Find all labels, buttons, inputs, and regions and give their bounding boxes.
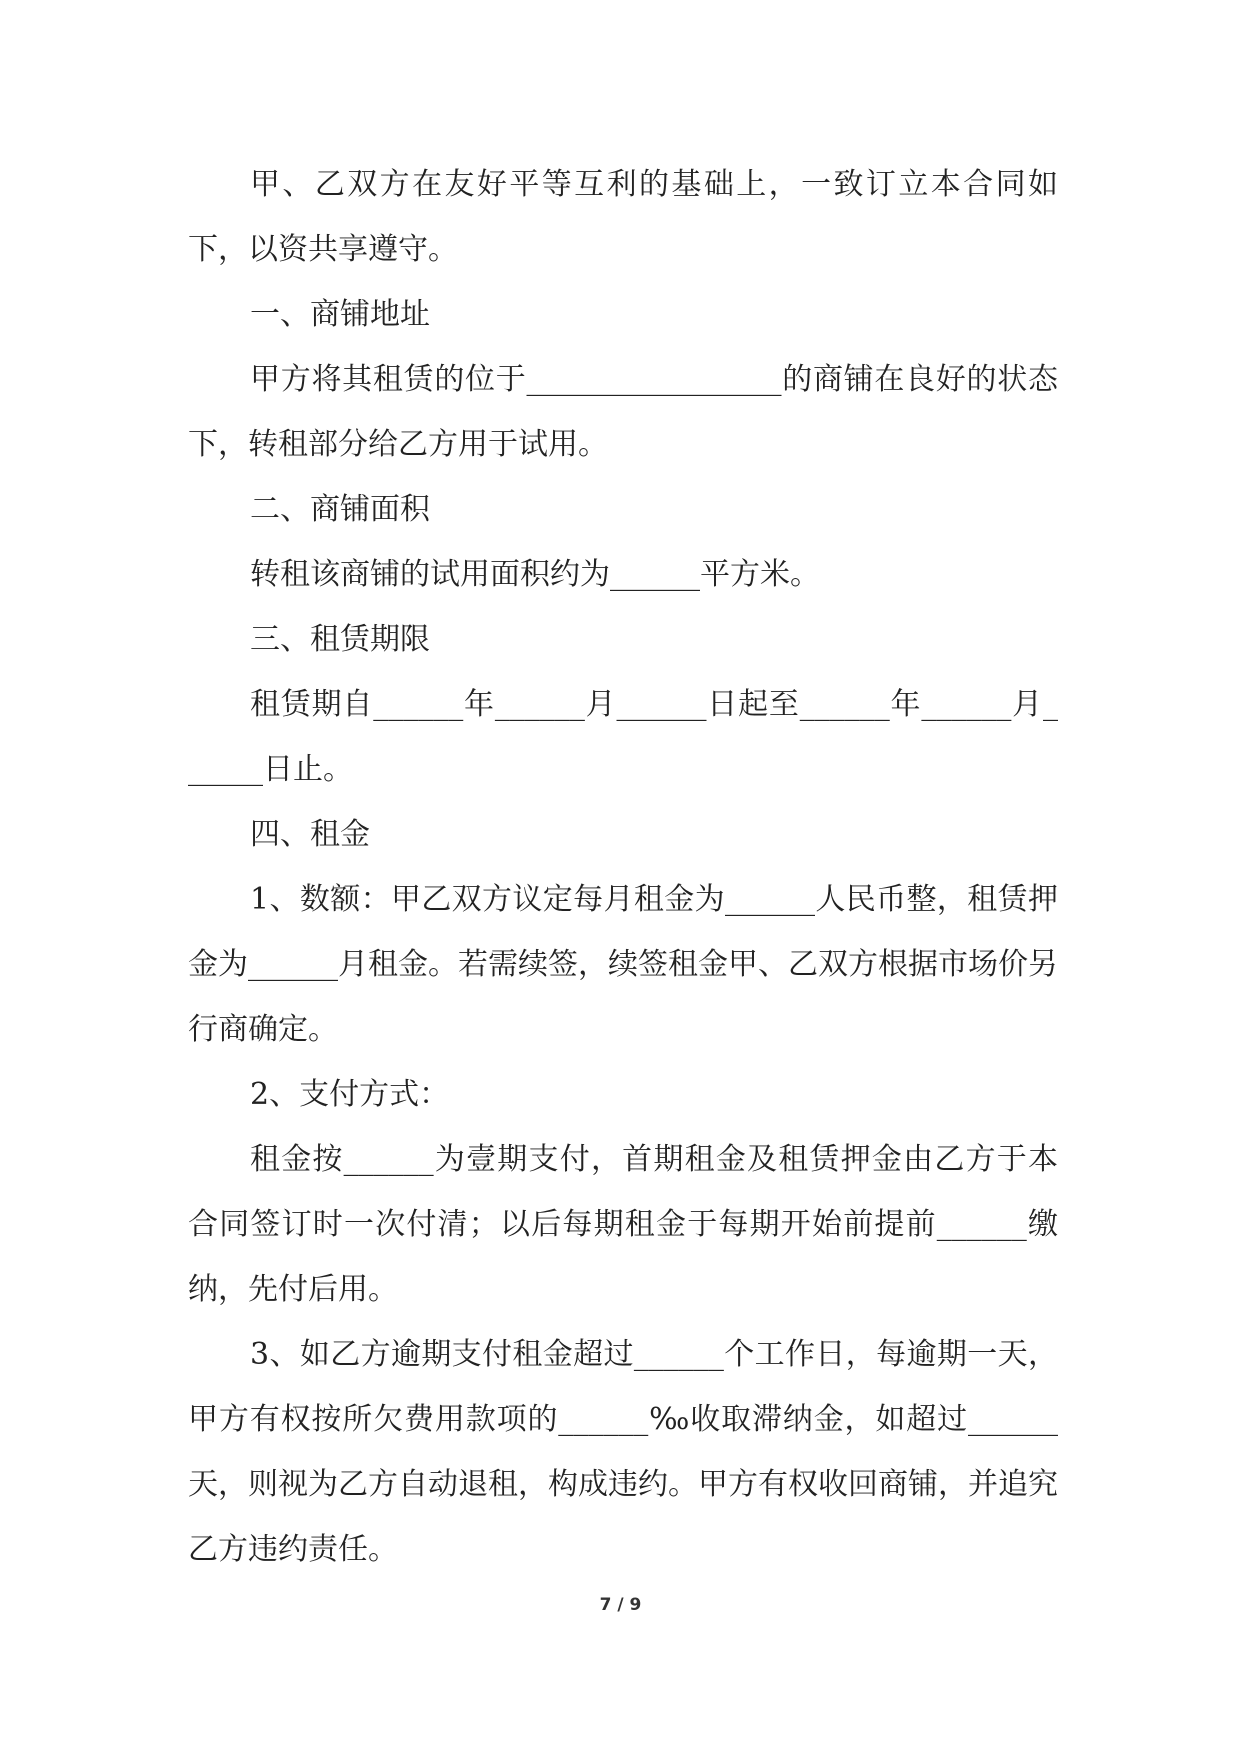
area-paragraph: 转租该商铺的试用面积约为______平方米。: [250, 557, 820, 592]
payment-method-heading: 2、支付方式：: [250, 1077, 450, 1112]
page-number: 7 / 9: [599, 1595, 642, 1615]
document-body: [188, 152, 1058, 1582]
address-paragraph: 甲方将其租赁的位于_________________的商铺在良好的状态下，转租部分给乙方用于试用。: [188, 362, 1058, 462]
section-heading-rent: 四、租金: [250, 817, 370, 852]
rent-amount-paragraph: 1、数额：甲乙双方议定每月租金为______人民币整，租赁押金为______月租金。若需续签，续签租金甲、乙双方根据市场价另行商确定。: [188, 882, 1058, 1047]
term-paragraph: 租赁期自______年______月______日起至______年______月______日止。: [188, 687, 1058, 787]
section-heading-term: 三、租赁期限: [250, 622, 430, 657]
intro-paragraph: 甲、乙双方在友好平等互利的基础上，一致订立本合同如下，以资共享遵守。: [188, 167, 1058, 267]
late-payment-paragraph: 3、如乙方逾期支付租金超过______个工作日，每逾期一天，甲方有权按所欠费用款项的______‰收取滞纳金，如超过______天，则视为乙方自动退租，构成违约。甲方有权收回商铺，并追究乙方违约责任。: [188, 1337, 1058, 1567]
payment-method-paragraph: 租金按______为壹期支付，首期租金及租赁押金由乙方于本合同签订时一次付清；以后每期租金于每期开始前提前______缴纳，先付后用。: [188, 1142, 1058, 1307]
section-heading-area: 二、商铺面积: [250, 492, 430, 527]
section-heading-address: 一、商铺地址: [250, 297, 430, 332]
